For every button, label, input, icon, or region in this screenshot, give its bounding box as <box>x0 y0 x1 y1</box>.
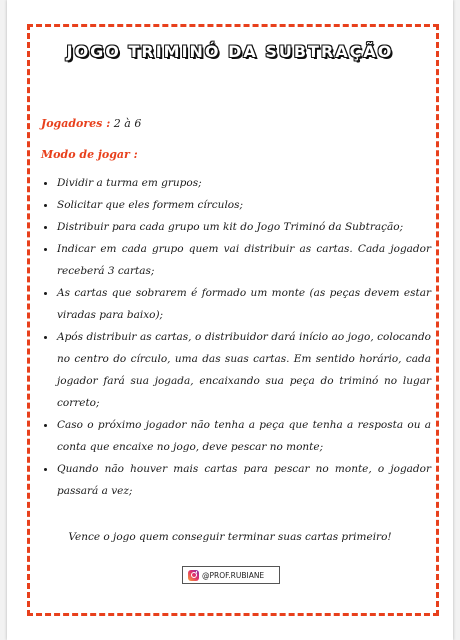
rule-item: • Indicar em cada grupo quem vai distribuir as cartas. Cada jogador receberá 3 cartas; <box>57 238 431 282</box>
players-line <box>41 117 141 130</box>
credit-badge <box>182 566 280 584</box>
mode-line <box>41 148 138 161</box>
players-value: 2 à 6 <box>113 117 142 130</box>
rule-item: • Após distribuir as cartas, o distribuidor dará início ao jogo, colocando no centro do círculo, uma das suas cartas. Em sentido horário, cada jogador fará sua jogada, encaixando sua peça do triminó no lugar correto; <box>57 326 431 414</box>
rule-item: • Distribuir para cada grupo um kit do Jogo Triminó da Subtração; <box>57 216 431 238</box>
instagram-icon <box>188 570 199 581</box>
players-label: Jogadores : <box>41 117 111 130</box>
rule-item: • Quando não houver mais cartas para pescar no monte, o jogador passará a vez; <box>57 458 431 502</box>
mode-label: Modo de jogar : <box>41 148 138 161</box>
rule-item: • Dividir a turma em grupos; <box>57 172 431 194</box>
rule-item: • As cartas que sobrarem é formado um monte (as peças devem estar viradas para baixo); <box>57 282 431 326</box>
credit-handle: @PROF.RUBIANE <box>202 570 265 580</box>
page-title: JOGO TRIMINÓ DA SUBTRAÇÃO <box>66 42 394 61</box>
worksheet-page <box>7 0 453 640</box>
rules-list <box>39 172 431 502</box>
closing-line: Vence o jogo quem conseguir terminar suas cartas primeiro! <box>68 531 392 543</box>
rule-item: • Caso o próximo jogador não tenha a peça que tenha a resposta ou a conta que encaixe no jogo, deve pescar no monte; <box>57 414 431 458</box>
rule-item: • Solicitar que eles formem círculos; <box>57 194 431 216</box>
